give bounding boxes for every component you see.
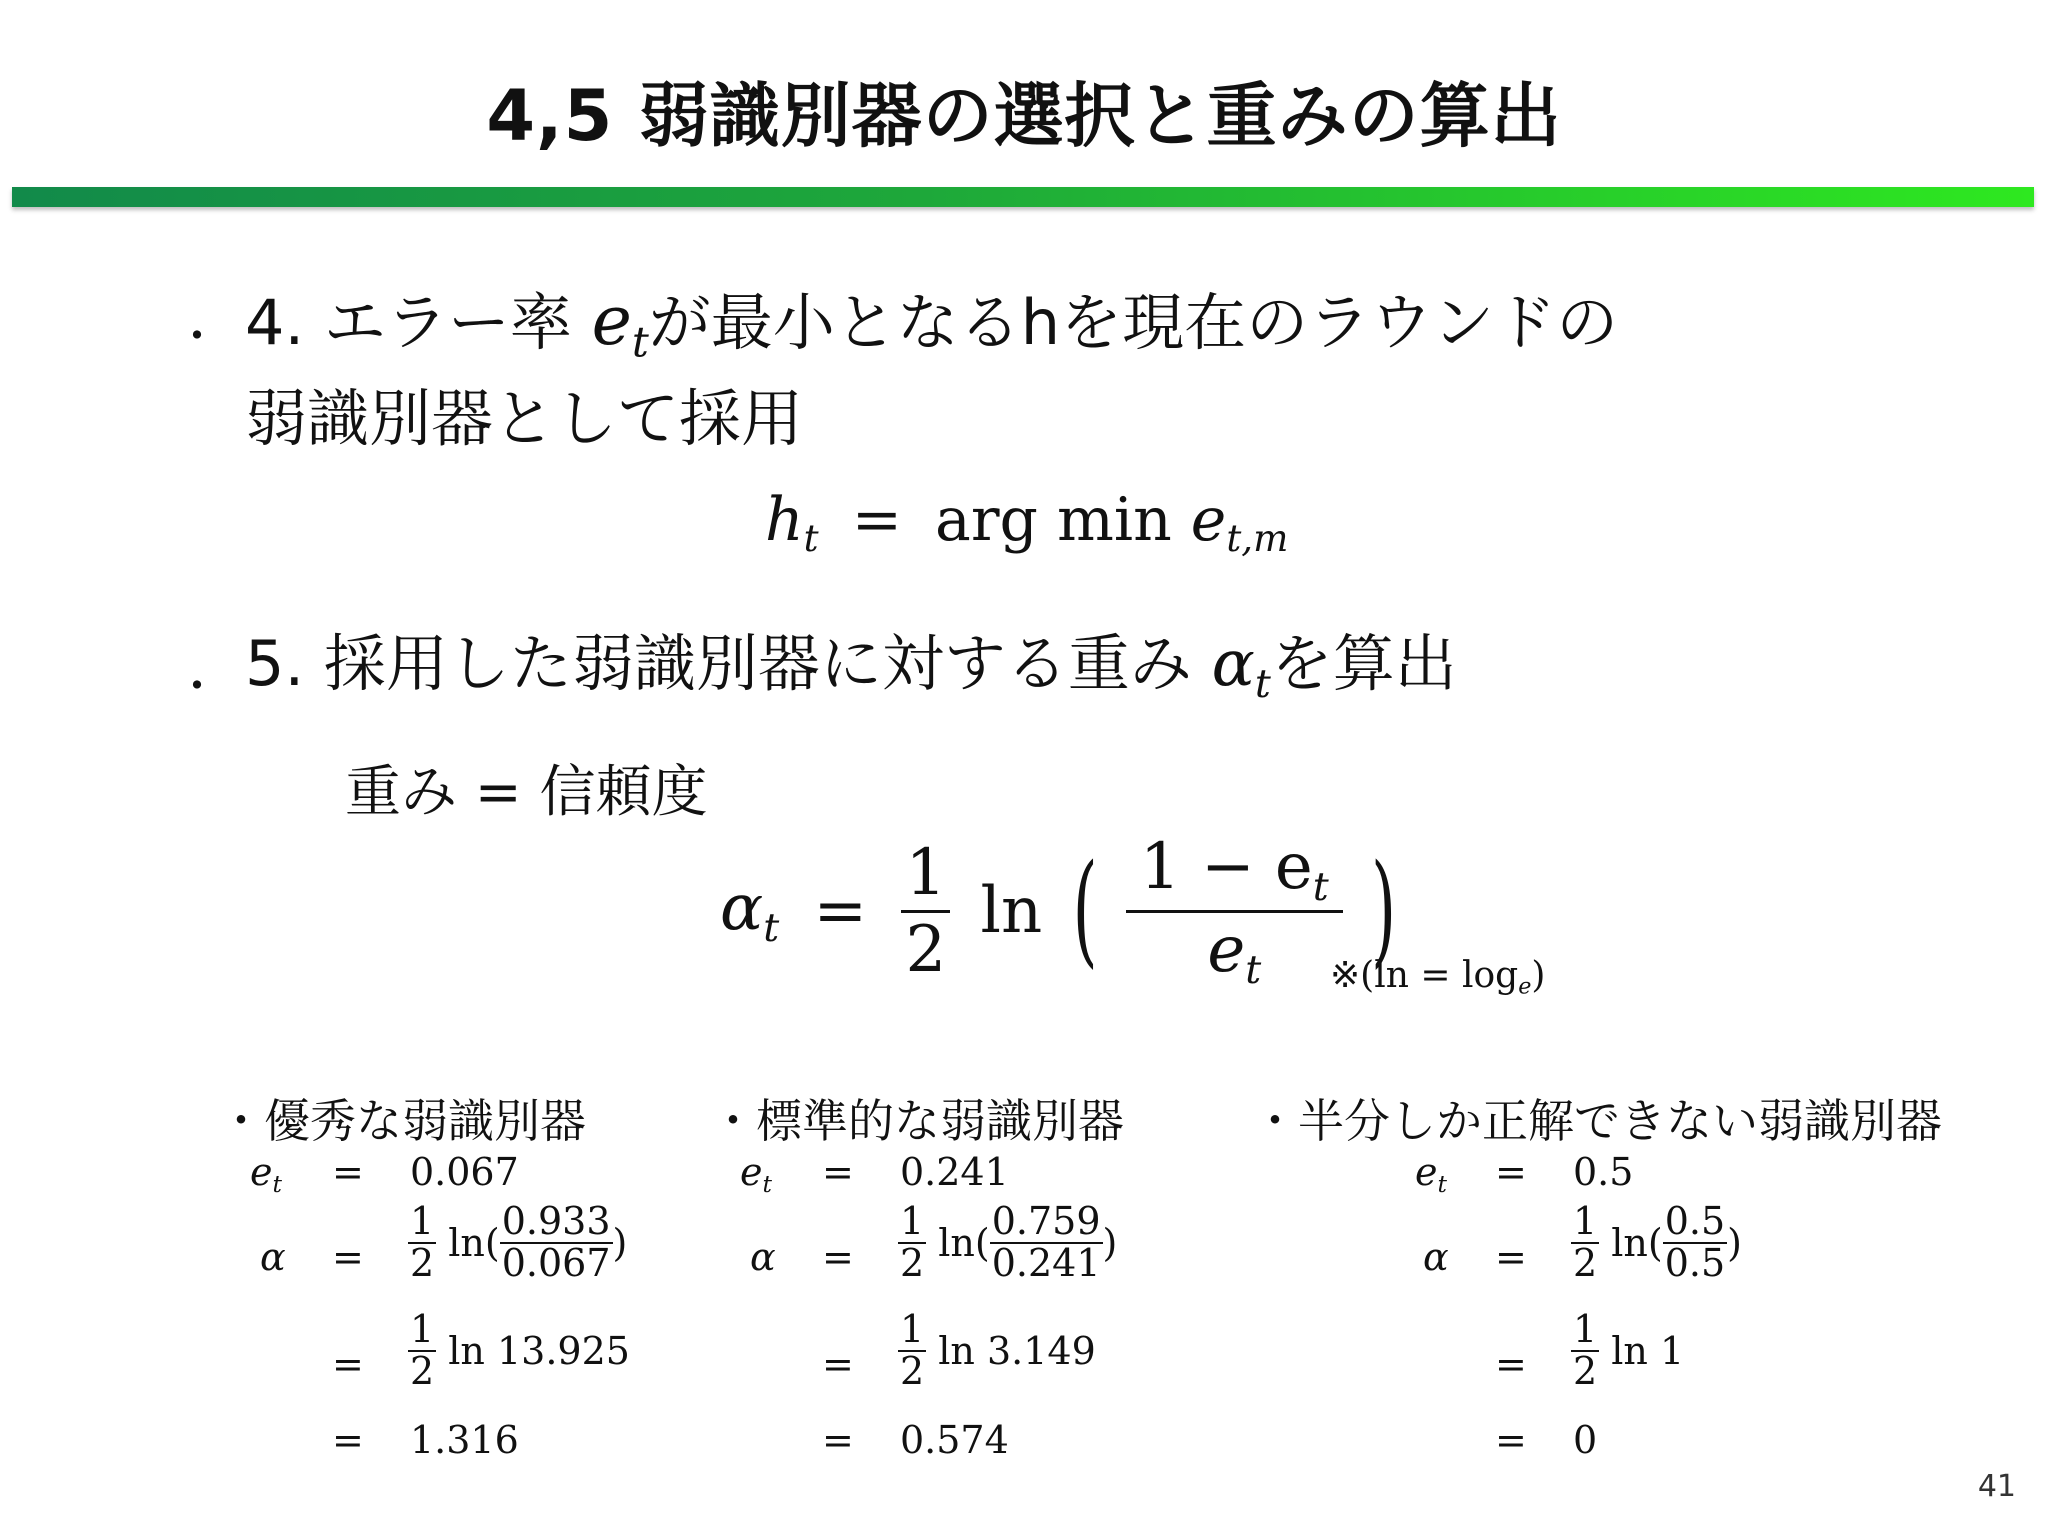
alpha-label: α (260, 1235, 286, 1279)
ln-step: $\frac{1}{2}$ ln 13.925 (410, 1307, 630, 1393)
alpha-result: 0 (1573, 1418, 1598, 1462)
right-paren: ) (1371, 841, 1397, 982)
step4-var: $e_t$ (591, 282, 649, 367)
ln-symbol: ln (980, 874, 1043, 949)
et-label: $e_t$ (1415, 1150, 1447, 1199)
slide-title: 4,5 弱識別器の選択と重みの算出 (486, 75, 1562, 157)
ln-step: $\frac{1}{2}$ ln 1 (1573, 1307, 1685, 1393)
example-calc-standard: $e_t$ = 0.241 α = $\frac{1}{2}$ ln( $\frac{0.759}{0.241}$ ) = $\frac{1}{2}$ ln 3.149 = 0.574 (740, 1150, 1118, 1462)
log-note: ※(ln = $\log_e$) (1330, 955, 1546, 1000)
alpha-expr: $\frac{1}{2}$ ln( $\frac{0.759}{0.241}$ ) (900, 1199, 1118, 1285)
alpha-expr: $\frac{1}{2}$ ln( $\frac{0.933}{0.067}$ ) (410, 1199, 628, 1285)
example-calc-excellent: $e_t$ = 0.067 α = $\frac{1}{2}$ ln( $\frac{0.933}{0.067}$ ) = $\frac{1}{2}$ ln 13.925 = 1.316 (250, 1150, 630, 1462)
et-value: 0.241 (900, 1150, 1009, 1194)
bullet-step5: ・ (175, 661, 219, 712)
left-paren: ( (1072, 841, 1098, 982)
error-ratio-fraction: $\frac{1 - e_t}{e_t}$ (1126, 830, 1343, 993)
step4-line2: 弱識別器として採用 (245, 382, 804, 455)
alpha-lhs: $\alpha_t$ (720, 871, 780, 952)
ln-step: $\frac{1}{2}$ ln 3.149 (900, 1307, 1096, 1393)
formula-h: $h_t$ (765, 485, 819, 561)
alpha-label: α (1423, 1235, 1449, 1279)
weight-note: 重み = 信頼度 (345, 760, 708, 825)
step5-var: $\alpha_t$ (1211, 627, 1271, 707)
et-label: $e_t$ (740, 1150, 772, 1199)
bullet-step4: ・ (175, 311, 219, 362)
example-heading-excellent: ・優秀な弱識別器 (218, 1094, 586, 1148)
alpha-result: 0.574 (900, 1418, 1009, 1462)
half-fraction: $\frac{1}{2}$ (901, 836, 950, 987)
alpha-equals: = (813, 874, 868, 949)
alpha-result: 1.316 (410, 1418, 519, 1462)
step4-rest: が最小となるhを現在のラウンドの (648, 286, 1619, 359)
formula-equals: = (851, 485, 902, 555)
et-value: 0.5 (1573, 1150, 1634, 1194)
example-calc-half: $e_t$ = 0.5 α = $\frac{1}{2}$ ln( $\frac{0.5}{0.5}$ ) = $\frac{1}{2}$ ln 1 = 0 (1415, 1150, 1742, 1462)
alpha-label: α (750, 1235, 776, 1279)
et-label: $e_t$ (250, 1150, 282, 1199)
et-value: 0.067 (410, 1150, 519, 1194)
page-number: 41 (1977, 1469, 2016, 1504)
formula-argmin: arg min (935, 485, 1172, 555)
step5-rest: を算出 (1270, 627, 1457, 700)
step4-label: 4. エラー率 (245, 286, 572, 359)
formula-e: $e_{t,m}$ (1190, 485, 1289, 561)
step5-label: 5. 採用した弱識別器に対する重み (245, 627, 1192, 700)
alpha-expr: $\frac{1}{2}$ ln( $\frac{0.5}{0.5}$ ) (1573, 1199, 1742, 1285)
example-heading-standard: ・標準的な弱識別器 (710, 1094, 1124, 1148)
example-heading-half: ・半分しか正解できない弱識別器 (1252, 1094, 1942, 1148)
